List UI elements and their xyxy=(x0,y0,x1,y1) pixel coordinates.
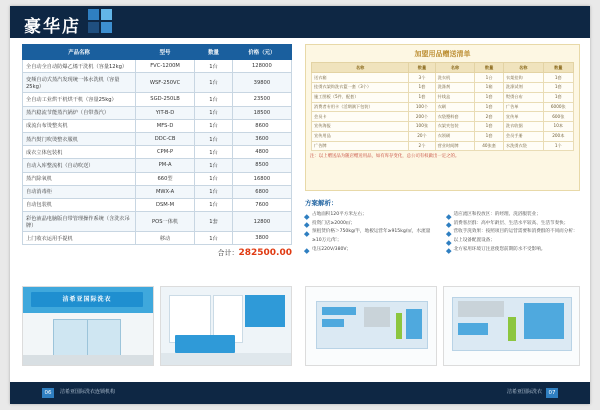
cell-model: SGD-250LB xyxy=(135,93,194,106)
gift-cell: 会员卡 xyxy=(312,112,409,122)
logo-blocks-icon xyxy=(88,9,128,35)
cell-qty: 1套 xyxy=(195,212,233,232)
gift-cell: 600张 xyxy=(543,112,573,122)
table-row xyxy=(23,60,292,73)
table-row xyxy=(23,232,292,245)
gift-cell: 针线盒 xyxy=(435,92,475,102)
cell-model: MWX-A xyxy=(135,185,194,198)
gift-col-name-3: 名称 xyxy=(503,63,543,73)
cell-name: 自动消毒柜 xyxy=(23,185,136,198)
gift-cell: 衣架夹包装 xyxy=(435,122,475,132)
cell-price: 8600 xyxy=(232,119,291,132)
cell-price: 128000 xyxy=(232,60,291,73)
storefront-sign-text: 洁希亚国际洗衣 xyxy=(62,296,112,303)
cell-name: 成流台布烫整夹机 xyxy=(23,119,136,132)
gift-cell: 水洗烫衣袋 xyxy=(503,141,543,151)
gift-cell: 施工图板（5件、配套） xyxy=(312,92,409,102)
storefront-sign xyxy=(31,292,143,307)
gift-cell: 1套 xyxy=(409,92,435,102)
scheme-item: 北方家用环境订注意使您前期防水不受影响。 xyxy=(447,246,579,255)
floorplan-photo-2 xyxy=(443,286,580,366)
cell-price: 12800 xyxy=(232,212,291,232)
gift-cell: 40张套 xyxy=(475,141,504,151)
gift-cell: 洗涤试剂 xyxy=(503,82,543,92)
gift-cell: 1套 xyxy=(409,82,435,92)
column-header-name: 产品名称 xyxy=(23,45,136,60)
gift-cell: 100张 xyxy=(409,122,435,132)
cell-name: 自动入库整流机（自动吹送） xyxy=(23,159,136,172)
gift-cell: 衣领刷 xyxy=(435,131,475,141)
cell-model: DSM-M xyxy=(135,198,194,211)
gift-row xyxy=(312,92,574,102)
column-header-price: 价格（元） xyxy=(232,45,291,60)
cell-qty: 1台 xyxy=(195,119,233,132)
gift-cell: 熨烫台布 xyxy=(503,92,543,102)
scheme-analysis xyxy=(305,198,578,255)
scheme-item: 预租赁价格＞750kg/半，地板运营年≥915kg/㎡，水流量≥10万元/年； xyxy=(305,228,437,245)
gift-cell: 衣刷 xyxy=(435,102,475,112)
gift-cell: 衣架挂钩 xyxy=(503,73,543,83)
cell-model: PM-A xyxy=(135,159,194,172)
brochure-page xyxy=(10,6,590,404)
cell-qty: 1台 xyxy=(195,232,233,245)
gift-cell: 3个 xyxy=(409,73,435,83)
gift-row xyxy=(312,141,574,151)
floorplan-photo-1 xyxy=(305,286,437,366)
gift-cell: 宣传用品 xyxy=(312,131,409,141)
cell-name: 上门收衣运用手提机 xyxy=(23,232,136,245)
gift-cell: 宣传海报 xyxy=(312,122,409,132)
table-row xyxy=(23,172,292,185)
cell-name: 变频自动式蒸汽发现统一体水洗机（容量25kg） xyxy=(23,73,136,93)
cell-price: 18500 xyxy=(232,106,291,119)
page-number-left: 06 xyxy=(42,388,54,398)
cell-name: 成衣立体包装机 xyxy=(23,146,136,159)
gift-row xyxy=(312,122,574,132)
gift-cell: 100个 xyxy=(409,102,435,112)
cell-model: YIT-B-D xyxy=(135,106,194,119)
gift-cell: 1套 xyxy=(543,82,573,92)
gift-cell: 洗涤剂 xyxy=(435,82,475,92)
table-row xyxy=(23,106,292,119)
gift-cell: 1套 xyxy=(475,102,504,112)
scheme-right-column xyxy=(447,211,579,255)
cell-model: FVC-1200M xyxy=(135,60,194,73)
gift-cell: 广告牌 xyxy=(312,141,409,151)
scheme-item: 投资门店≥2000㎡； xyxy=(305,220,437,229)
gift-cell: 10本 xyxy=(543,122,573,132)
cell-model: POS一体机 xyxy=(135,212,194,232)
footer-brand-left: 洁希亚国际洗衣连锁机构 xyxy=(60,389,116,395)
gift-cell: 200个 xyxy=(409,112,435,122)
table-row xyxy=(23,198,292,211)
cell-qty: 1台 xyxy=(195,198,233,211)
page-title: 豪华店 xyxy=(24,17,81,37)
gift-cell: 1个 xyxy=(543,141,573,151)
gift-cell: 1箱 xyxy=(475,82,504,92)
cell-name: 彩色液晶电脑版自带管理操作系统（含洗衣吊牌） xyxy=(23,212,136,232)
table-row xyxy=(23,93,292,106)
cell-price: 3600 xyxy=(232,132,291,145)
gift-cell: 宣传单 xyxy=(503,112,543,122)
gift-panel xyxy=(305,44,580,191)
gift-cell: 1台 xyxy=(475,73,504,83)
gift-table xyxy=(311,62,574,151)
table-row xyxy=(23,119,292,132)
cell-model: CPM-P xyxy=(135,146,194,159)
gift-cell: 1套 xyxy=(543,73,573,83)
gift-row xyxy=(312,112,574,122)
gift-cell: 1套 xyxy=(475,131,504,141)
gift-col-qty-1: 数量 xyxy=(409,63,435,73)
total-label: 合计： xyxy=(217,249,239,257)
gift-panel-title: 加盟用品赠送清单 xyxy=(414,50,471,58)
cell-qty: 1台 xyxy=(195,73,233,93)
cell-qty: 1台 xyxy=(195,132,233,145)
cell-name: 自动包装机 xyxy=(23,198,136,211)
gift-row xyxy=(312,131,574,141)
scheme-item: 消费客层群：高中年龄层、生活水平较高、生活节奏快； xyxy=(447,220,579,229)
gift-cell: 20个 xyxy=(409,131,435,141)
page-number-right: 07 xyxy=(546,388,558,398)
cell-qty: 1台 xyxy=(195,106,233,119)
cell-name: 蒸汽稳流节能蒸汽锅炉（自带蒸汽） xyxy=(23,106,136,119)
table-row xyxy=(23,159,292,172)
cell-price: 7600 xyxy=(232,198,291,211)
table-row xyxy=(23,73,292,93)
gift-cell: 挂烫衣架钩洗衣篮一套（3个） xyxy=(312,82,409,92)
gift-cell: 1套 xyxy=(475,92,504,102)
table-row xyxy=(23,212,292,232)
cell-qty: 1台 xyxy=(195,159,233,172)
gift-cell: 洗衣机 xyxy=(435,73,475,83)
cell-qty: 1台 xyxy=(195,172,233,185)
gift-cell: 1套 xyxy=(475,122,504,132)
scheme-item: 适应流区和投放区：的经理、洗浴服装业； xyxy=(447,211,579,220)
cell-price: 3800 xyxy=(232,232,291,245)
gift-cell: 消费者专用卡（活期满下包装） xyxy=(312,102,409,112)
gift-col-qty-2: 数量 xyxy=(475,63,504,73)
gift-cell: 1套 xyxy=(543,92,573,102)
cell-name: 全自动工业烘干机烘干机（容量25kg） xyxy=(23,93,136,106)
table-header-row xyxy=(23,45,292,60)
scheme-item: 占地面积120平方米左右； xyxy=(305,211,437,220)
footer-brand-right: 洁希亚国际洗衣 xyxy=(506,389,542,395)
cell-price: 4800 xyxy=(232,146,291,159)
gift-cell: 会员手册 xyxy=(503,131,543,141)
gift-row xyxy=(312,73,574,83)
gift-row xyxy=(312,82,574,92)
cell-price: 39800 xyxy=(232,73,291,93)
scheme-left-column xyxy=(305,211,437,255)
cell-name: 蒸汽除氧机 xyxy=(23,172,136,185)
page-footer xyxy=(10,382,590,404)
storefront-photo xyxy=(22,286,154,366)
cell-model: MFS-D xyxy=(135,119,194,132)
total-amount: 282500.00 xyxy=(238,248,292,258)
cell-name: 蒸汽熨门吹烫整衣服机 xyxy=(23,132,136,145)
gift-cell: 营业时间牌 xyxy=(435,141,475,151)
interior-photo xyxy=(160,286,292,366)
scheme-title: 方案解析： xyxy=(305,199,338,207)
gift-col-qty-3: 数量 xyxy=(543,63,573,73)
gift-cell: 洗衣收据 xyxy=(503,122,543,132)
scheme-item: 以上设备配置设备； xyxy=(447,237,579,246)
cell-model: 移动 xyxy=(135,232,194,245)
cell-price: 6800 xyxy=(232,185,291,198)
cell-qty: 1台 xyxy=(195,60,233,73)
gift-cell: 广告单 xyxy=(503,102,543,112)
gift-col-name-2: 名称 xyxy=(435,63,475,73)
table-row xyxy=(23,185,292,198)
scheme-item: 营收手洗效果：按照项目的运营需要和消费群的不同而分析： xyxy=(447,228,579,237)
gift-cell: 2个 xyxy=(409,141,435,151)
cell-price: 23500 xyxy=(232,93,291,106)
equipment-table xyxy=(22,44,292,245)
cell-model: DDC-CB xyxy=(135,132,194,145)
cell-name: 全自动全自动防爆乙烯干洗机（容量12kg） xyxy=(23,60,136,73)
cell-model: 660型 xyxy=(135,172,194,185)
page-header xyxy=(10,6,590,38)
scheme-item: 电压220V/380V； xyxy=(305,246,437,255)
cell-price: 16800 xyxy=(232,172,291,185)
cell-model: WSF-250VC xyxy=(135,73,194,93)
column-header-model: 型号 xyxy=(135,45,194,60)
gift-header-row xyxy=(312,63,574,73)
gift-cell: 送衣箱 xyxy=(312,73,409,83)
table-row xyxy=(23,146,292,159)
table-row xyxy=(23,132,292,145)
column-header-qty: 数量 xyxy=(195,45,233,60)
cell-qty: 1台 xyxy=(195,146,233,159)
gift-row xyxy=(312,102,574,112)
total-row xyxy=(22,248,292,258)
gift-cell: 200本 xyxy=(543,131,573,141)
gift-note: 注：以上赠送品为随店赠送用品，如有库存变化，总公司有权做出一定之的。 xyxy=(310,154,460,160)
cell-qty: 1台 xyxy=(195,185,233,198)
cell-qty: 1台 xyxy=(195,93,233,106)
gift-cell: 2套 xyxy=(475,112,504,122)
cell-price: 8500 xyxy=(232,159,291,172)
gift-cell: 衣袋塑料套 xyxy=(435,112,475,122)
gift-col-name-1: 名称 xyxy=(312,63,409,73)
gift-cell: 6000张 xyxy=(543,102,573,112)
